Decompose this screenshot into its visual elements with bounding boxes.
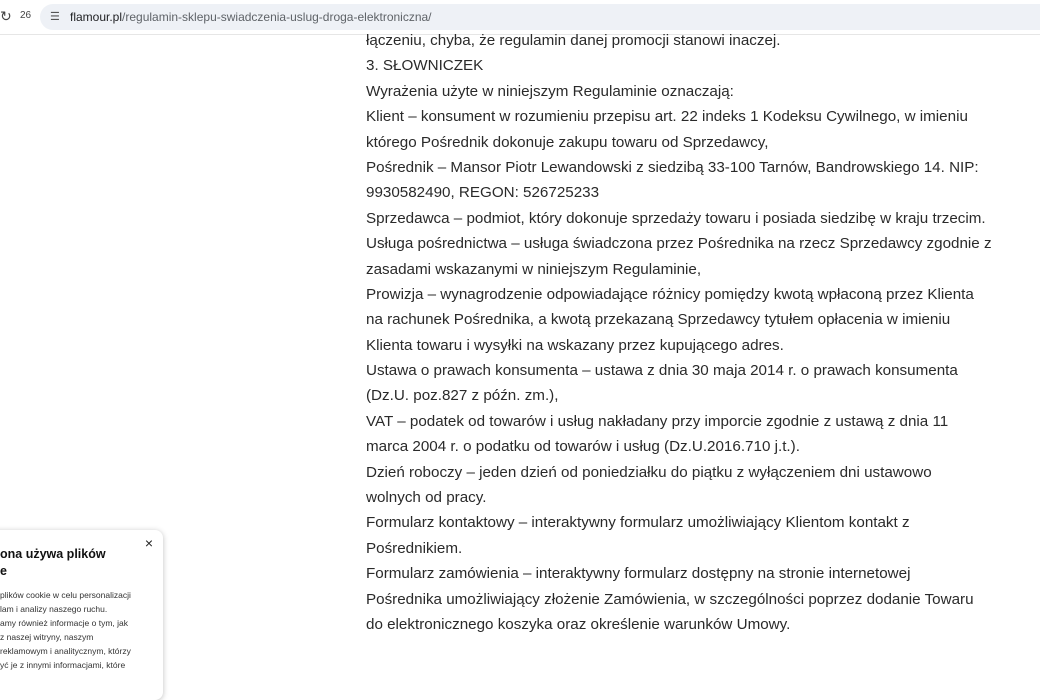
paragraph-line: Klient – konsument w rozumieniu przepisu art. 22 indeks 1 Kodeksu Cywilnego, w imieniu [366, 108, 968, 126]
paragraph-line: zasadami wskazanymi w niniejszym Regulaminie, [366, 260, 702, 278]
definitions-list [366, 79, 1040, 638]
cookie-text-line: amy również informacje o tym, jak [0, 618, 129, 628]
paragraph-line: którego Pośrednik dokonuje zakupu towaru od Sprzedawcy, [366, 133, 769, 151]
url-path: /regulamin-sklepu-swiadczenia-uslug-droga-elektroniczna/ [122, 10, 432, 24]
url-text[interactable] [70, 10, 432, 24]
paragraph-line: do elektronicznego koszyka oraz określenie warunków Umowy. [366, 615, 791, 633]
cookie-text-line: plików cookie w celu personalizacji [0, 590, 131, 600]
cookie-consent-popup [0, 530, 163, 700]
tab-count[interactable]: 26 [20, 10, 32, 21]
terms-article [366, 28, 1040, 637]
paragraph-line: (Dz.U. poz.827 z późn. zm.), [366, 387, 559, 405]
site-settings-icon[interactable]: ☰ [50, 11, 60, 23]
paragraph-line: Sprzedawca – podmiot, który dokonuje sprzedaży towaru i posiada siedzibę w kraju trzecim. [366, 209, 986, 227]
paragraph-line: Prowizja – wynagrodzenie odpowiadające różnicy pomiędzy kwotą wpłaconą przez Klienta [366, 285, 974, 303]
cookie-title-line: e [0, 564, 7, 578]
paragraph-line: marca 2004 r. o podatku od towarów i usług (Dz.U.2016.710 j.t.). [366, 438, 800, 456]
paragraph-line: Klienta towaru i wysyłki na wskazany przez kupującego adres. [366, 336, 784, 354]
cookie-popup-text [0, 588, 160, 672]
paragraph-line: Wyrażenia użyte w niniejszym Regulaminie oznaczają: [366, 82, 734, 100]
address-bar[interactable] [40, 4, 1040, 30]
paragraph-line: Pośrednikiem. [366, 539, 463, 557]
paragraph-line: 9930582490, REGON: 526725233 [366, 184, 600, 202]
url-domain: flamour.pl [70, 10, 123, 24]
paragraph-line: Formularz zamówienia – interaktywny formularz dostępny na stronie internetowej [366, 565, 911, 583]
paragraph-line: VAT – podatek od towarów i usług nakładany przy imporcie zgodnie z ustawą z dnia 11 [366, 412, 949, 430]
paragraph-line: łączeniu, chyba, że regulamin danej promocji stanowi inaczej. [366, 32, 781, 49]
paragraph-line: Ustawa o prawach konsumenta – ustawa z dnia 30 maja 2014 r. o prawach konsumenta [366, 362, 958, 380]
cookie-text-line: lam i analizy naszego ruchu. [0, 604, 108, 614]
paragraph-line: wolnych od pracy. [366, 489, 487, 507]
paragraph-line: Pośrednika umożliwiający złożenie Zamówienia, w szczególności poprzez dodanie Towaru [366, 590, 974, 608]
paragraph-line: Formularz kontaktowy – interaktywny formularz umożliwiający Klientom kontakt z [366, 514, 910, 532]
paragraph-line: Dzień roboczy – jeden dzień od poniedziałku do piątku z wyłączeniem dni ustawowo [366, 463, 932, 481]
paragraph-line: Usługa pośrednictwa – usługa świadczona przez Pośrednika na rzecz Sprzedawcy zgodnie z [366, 235, 992, 253]
paragraph-line: na rachunek Pośrednika, a kwotą przekazaną Sprzedawcy tytułem opłacenia w imieniu [366, 311, 951, 329]
close-icon[interactable]: × [144, 535, 153, 551]
paragraph-line: Pośrednik – Mansor Piotr Lewandowski z siedzibą 33-100 Tarnów, Bandrowskiego 14. NIP: [366, 158, 979, 176]
reload-icon[interactable]: ↻ [0, 8, 12, 24]
section-heading: 3. SŁOWNICZEK [366, 57, 484, 75]
cookie-text-line: yć je z innymi informacjami, które [0, 660, 126, 670]
cookie-popup-title [0, 546, 160, 580]
cookie-title-line: ona używa plików [0, 547, 106, 561]
cookie-text-line: z naszej witryny, naszym [0, 632, 94, 642]
cookie-text-line: reklamowym i analitycznym, którzy [0, 646, 131, 656]
